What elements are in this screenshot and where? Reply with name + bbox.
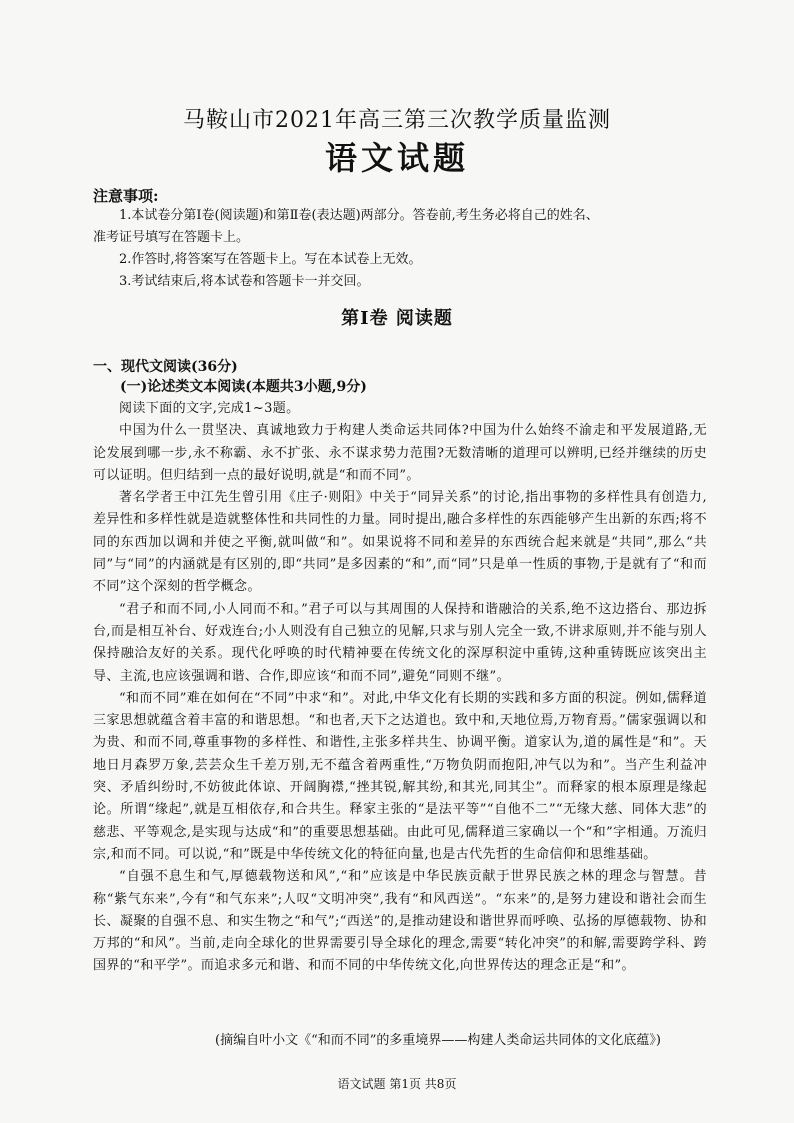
- page-footer: 语文试题 第1页 共8页: [337, 1077, 457, 1091]
- source-citation: (摘编自叶小文《“和而不同”的多重境界——构建人类命运共同体的文化底蕴》): [215, 1033, 661, 1048]
- notice-item-2: 2.作答时,将答案写在答题卡上。写在本试卷上无效。: [119, 252, 422, 267]
- notice-item-1: 1.本试卷分第Ⅰ卷(阅读题)和第Ⅱ卷(表达题)两部分。答卷前,考生务必将自己的姓名、: [119, 208, 599, 223]
- instruction: 阅读下面的文字,完成1~3题。: [119, 401, 300, 416]
- notice-item-3: 3.考试结束后,将本试卷和答题卡一并交回。: [119, 274, 370, 289]
- paragraph: “和而不同”难在如何在“不同”中求“和”。对此,中华文化有长期的实践和多方面的积淀。例如,儒释道三家思想就蕴含着丰富的和谐思想。“和也者,天下之达道也。致中和,天地位焉,万物育焉。”儒家强调以和为贵、和而不同,尊重事物的多样性、和谐性,主张多样共生、协调平衡。道家认为,道的属性是“和”。天地日月森罗万象,芸芸众生千差万别,无不蕴含着两重性,“万物负阴而抱阳,冲气以为和”。当产生利益冲突、矛盾纠纷时,不妨彼此体谅、开阔胸襟,“挫其锐,解其纷,和其光,同其尘”。而释家的根本原理是缘起论。所谓“缘起”,就是互相依存,和合共生。释家主张的“是法平等”“自他不二”“无缘大慈、同体大悲”的慈悲、平等观念,是实现与达成“和”的重要思想基础。由此可见,儒释道三家确以一个“和”字相通。万流归宗,和而不同。可以说,“和”既是中华传统文化的特征向量,也是古代先哲的生命信仰和思维基础。: [93, 690, 707, 862]
- section-title: 第Ⅰ卷 阅读题: [341, 308, 453, 329]
- paragraph: 中国为什么一贯坚决、真诚地致力于构建人类命运共同体?中国为什么始终不渝走和平发展道路,无论发展到哪一步,永不称霸、永不扩张、永不谋求势力范围?无数清晰的道理可以辨明,已经并继续的历史可以证明。但归结到一点的最好说明,就是“和而不同”。: [93, 423, 707, 483]
- notice-list: [93, 205, 705, 293]
- notice-item-1-cont: 准考证号填写在答题卡上。: [93, 230, 250, 245]
- paragraph: 著名学者王中江先生曾引用《庄子·则阳》中关于“同异关系”的讨论,指出事物的多样性具有创造力,差异性和多样性就是造就整体性和共同性的力量。同时提出,融合多样性的东西能够产生出新的东西;将不同的东西加以调和并使之平衡,就叫做“和”。如果说将不同和差异的东西统合起来就是“共同”,那么“共同”与“同”的内涵就是有区别的,即“共同”是多因素的“和”,而“同”只是单一性质的事物,于是就有了“和而不同”这个深刻的哲学概念。: [93, 490, 707, 595]
- notice-heading: 注意事项:: [93, 187, 159, 205]
- paragraph: “君子和而不同,小人同而不和。”君子可以与其周围的人保持和谐融洽的关系,绝不这边搭台、那边拆台,而是相互补台、好戏连台;小人则没有自己独立的见解,只求与别人完全一致,不讲求原则,并不能与别人保持融洽友好的关系。现代化呼唤的时代精神要在传统文化的深厚积淀中重铸,这种重铸既应该突出主导、主流,也应该强调和谐、合作,即应该“和而不同”,避免“同则不继”。: [93, 601, 707, 684]
- part-heading: 一、现代文阅读(36分): [93, 359, 238, 375]
- exam-title: 马鞍山市2021年高三第三次教学质量监测: [183, 108, 611, 133]
- reading-passage: [93, 398, 707, 978]
- subject-title: 语文试题: [324, 139, 469, 177]
- sub-heading: (一)论述类文本阅读(本题共3小题,9分): [120, 379, 367, 395]
- paragraph: “自强不息生和气,厚德载物送和风”,“和”应该是中华民族贡献于世界民族之林的理念与智慧。昔称“紫气东来”,今有“和气东来”;人叹“文明冲突”,我有“和风西送”。“东来”的,是努力建设和谐社会而生长、凝聚的自强不息、和实生物之“和气”;“西送”的,是推动建设和谐世界而呼唤、弘扬的厚德载物、协和万邦的“和风”。当前,走向全球化的世界需要引导全球化的理念,需要“转化冲突”的和解,需要跨学科、跨国界的“和平学”。而追求多元和谐、和而不同的中华传统文化,向世界传达的理念正是“和”。: [93, 869, 707, 974]
